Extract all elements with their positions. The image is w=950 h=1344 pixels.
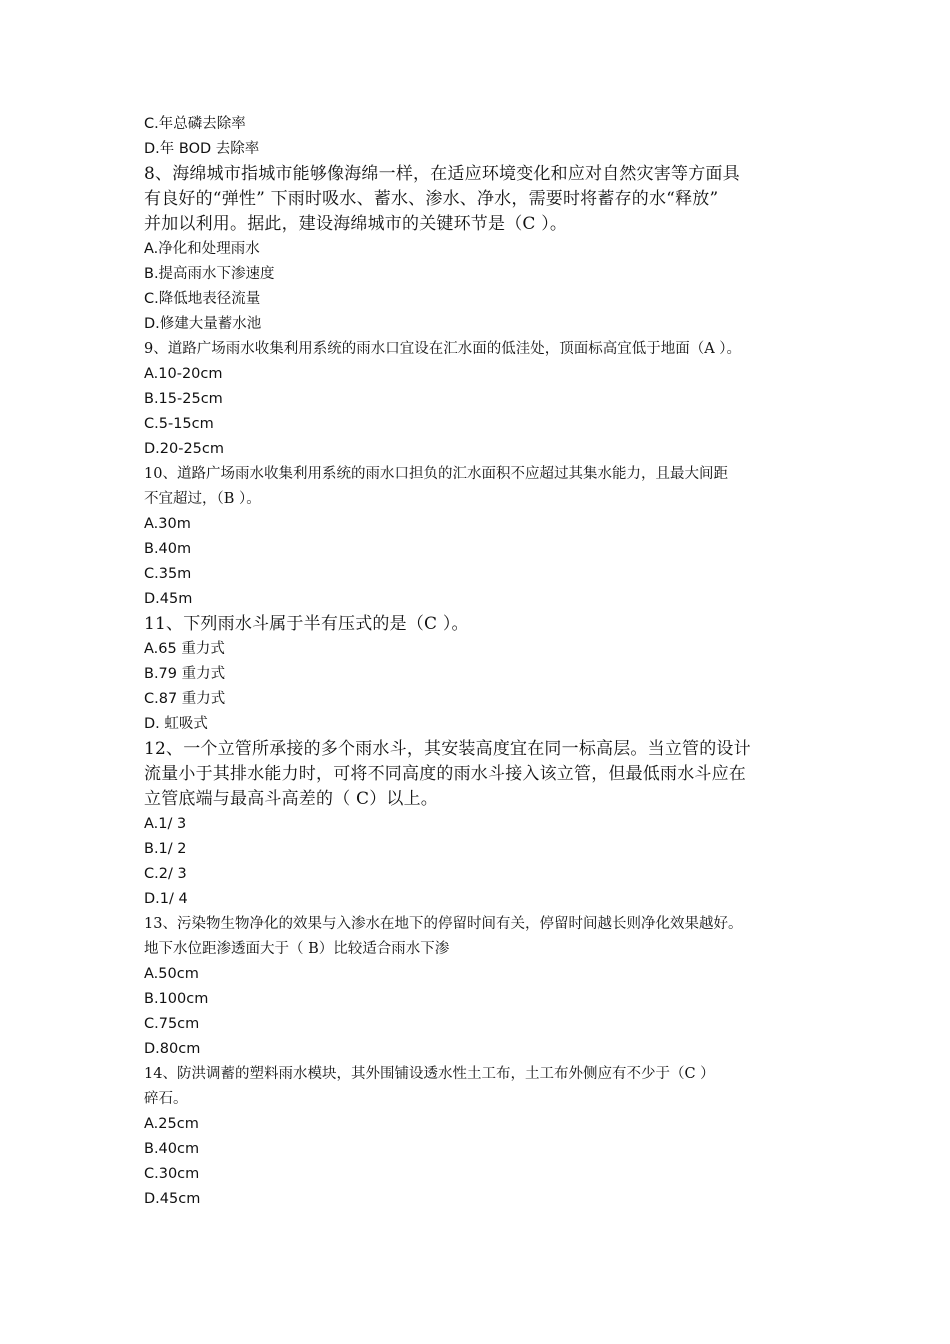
option-line: B.40m [144, 541, 192, 557]
option-line: C.2/ 3 [144, 866, 187, 882]
question-line: 不宜超过，（B ）。 [144, 491, 261, 507]
option-line: D.修建大量蓄水池 [144, 316, 262, 332]
document-body [144, 112, 814, 1212]
option-line: B.40cm [144, 1141, 200, 1157]
option-line: A.1/ 3 [144, 816, 187, 832]
option-line: C.降低地表径流量 [144, 291, 261, 307]
option-line: B.1/ 2 [144, 841, 187, 857]
question-line: 10、道路广场雨水收集利用系统的雨水口担负的汇水面积不应超过其集水能力，且最大间距 [144, 466, 728, 482]
option-line: D. 虹吸式 [144, 716, 208, 732]
question-line: 立管底端与最高斗高差的（ C）以上。 [144, 789, 439, 809]
question-line: 14、防洪调蓄的塑料雨水模块，其外围铺设透水性土工布，土工布外侧应有不少于（C ） [144, 1066, 715, 1082]
option-line: D.年 BOD 去除率 [144, 141, 260, 157]
question-line: 有良好的“弹性” 下雨时吸水、蓄水、渗水、净水，需要时将蓄存的水“释放” [144, 189, 719, 209]
option-line: D.45cm [144, 1191, 201, 1207]
option-line: C.75cm [144, 1016, 200, 1032]
option-line: D.45m [144, 591, 193, 607]
option-line: C.87 重力式 [144, 691, 226, 707]
option-line: B.100cm [144, 991, 209, 1007]
option-line: A.50cm [144, 966, 199, 982]
option-line: D.1/ 4 [144, 891, 188, 907]
question-line: 碎石。 [144, 1091, 188, 1107]
option-line: D.80cm [144, 1041, 201, 1057]
question-line: 流量小于其排水能力时，可将不同高度的雨水斗接入该立管，但最低雨水斗应在 [144, 764, 746, 784]
question-line: 13、污染物生物净化的效果与入渗水在地下的停留时间有关，停留时间越长则净化效果越好。 [144, 916, 743, 932]
option-line: A.10-20cm [144, 366, 223, 382]
question-line: 地下水位距渗透面大于（ B）比较适合雨水下渗 [144, 941, 450, 957]
option-line: C.30cm [144, 1166, 200, 1182]
option-line: A.净化和处理雨水 [144, 241, 260, 257]
option-line: A.30m [144, 516, 191, 532]
question-line: 11、下列雨水斗属于半有压式的是（C ）。 [144, 614, 469, 634]
option-line: A.25cm [144, 1116, 199, 1132]
option-line: B.提高雨水下渗速度 [144, 266, 275, 282]
question-line: 8、海绵城市指城市能够像海绵一样，在适应环境变化和应对自然灾害等方面具 [144, 164, 740, 184]
option-line: C.35m [144, 566, 192, 582]
option-line: B.15-25cm [144, 391, 223, 407]
question-line: 12、一个立管所承接的多个雨水斗，其安装高度宜在同一标高层。当立管的设计 [144, 739, 751, 759]
option-line: D.20-25cm [144, 441, 225, 457]
question-line: 9、道路广场雨水收集利用系统的雨水口宜设在汇水面的低洼处，顶面标高宜低于地面（A ）。 [144, 341, 742, 357]
option-line: C.年总磷去除率 [144, 116, 246, 132]
option-line: B.79 重力式 [144, 666, 226, 682]
question-line: 并加以利用。据此，建设海绵城市的关键环节是（C ）。 [144, 214, 568, 234]
option-line: A.65 重力式 [144, 641, 225, 657]
option-line: C.5-15cm [144, 416, 214, 432]
